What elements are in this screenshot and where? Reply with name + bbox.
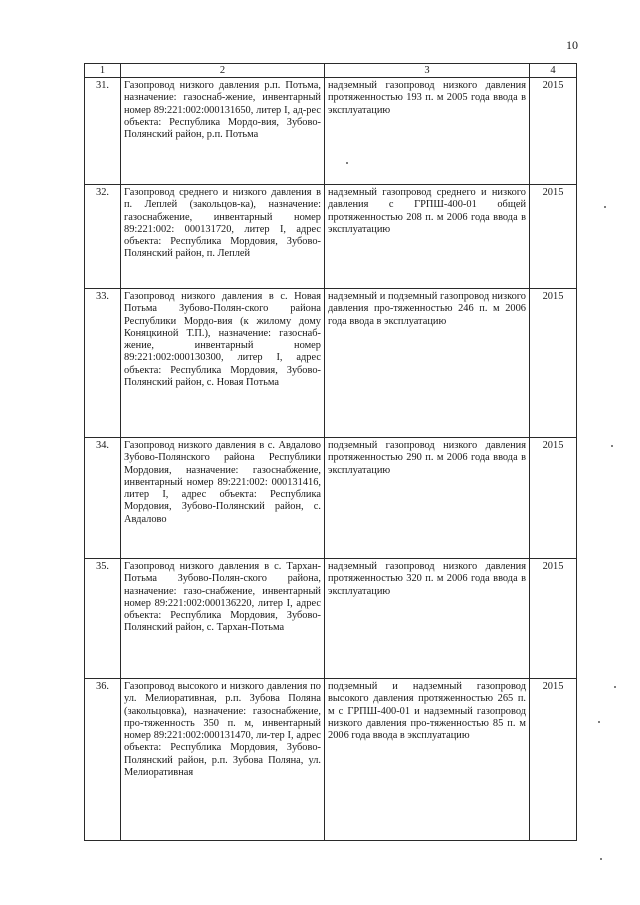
scan-speck [614,686,616,688]
table-row [85,78,577,185]
row-number: 32. [85,185,121,289]
year: 2015 [530,78,577,185]
row-number: 36. [85,679,121,841]
object-details: надземный газопровод среднего и низкого давления с ГРПШ-400-01 общей протяженностью 208 п. м 2006 года ввода в эксплуатацию [325,185,530,289]
scan-speck [604,206,606,208]
scan-speck [346,162,348,164]
row-number: 33. [85,289,121,438]
object-description: Газопровод низкого давления в с. Новая Потьма Зубово-Полян-ского района Республики Мордо-вия (к жилому дому Коняцкиной Т.П.), назначение: газоснаб-жение, инвентарный номер 89:221:002:000130300, литер I, адрес объекта: Республика Мордовия, Зубово-Полянский район, с. Новая Потьма [121,289,325,438]
object-details: надземный газопровод низкого давления протяженностью 320 п. м 2006 года ввода в эксплуатацию [325,559,530,679]
year: 2015 [530,185,577,289]
page-number: 10 [566,38,578,52]
object-details: подземный газопровод низкого давления протяженностью 290 п. м 2006 года ввода в эксплуатацию [325,438,530,559]
object-description: Газопровод низкого давления в с. Авдалово Зубово-Полянского района Республики Мордовия, назначение: газоснабжение, инвентарный номер 89:221:002: 000131416, литер I, адрес объекта: Республика Мордовия, Зубово-Полянский район, с. Авдалово [121,438,325,559]
table-row [85,559,577,679]
scan-speck [600,858,602,860]
object-details: надземный газопровод низкого давления протяженностью 193 п. м 2005 года ввода в эксплуатацию [325,78,530,185]
header-row [85,64,577,78]
row-number: 34. [85,438,121,559]
row-number: 35. [85,559,121,679]
object-description: Газопровод среднего и низкого давления в п. Леплей (закольцов-ка), назначение: газоснабжение, инвентарный номер 89:221:002: 000131720, литер I, адрес объекта: Республика Мордовия, Зубово-Полянский район, п. Леплей [121,185,325,289]
scan-speck [611,445,613,447]
column-header: 4 [530,64,577,78]
table-row [85,679,577,841]
table-row [85,289,577,438]
object-details: подземный и надземный газопровод высокого давления протяженностью 265 п. м с ГРПШ-400-01 и надземный газопровод низкого давления про-тяженностью 85 п. м 2006 года ввода в эксплуатацию [325,679,530,841]
object-description: Газопровод низкого давления р.п. Потьма, назначение: газоснаб-жение, инвентарный номер 89:221:002:000131650, литер I, ад-рес объекта: Республика Мордо-вия, Зубово-Полянский район, р.п. Потьма [121,78,325,185]
scan-speck [598,721,600,723]
table-row [85,438,577,559]
object-details: надземный и подземный газопровод низкого давления про-тяженностью 246 п. м 2006 года ввода в эксплуатацию [325,289,530,438]
year: 2015 [530,289,577,438]
year: 2015 [530,679,577,841]
table-row [85,185,577,289]
column-header: 2 [121,64,325,78]
property-table [84,63,577,841]
object-description: Газопровод высокого и низкого давления по ул. Мелиоративная, р.п. Зубова Поляна (закольцовка), назначение: газоснабжение, про-тяженность 350 п. м, инвентарный номер 89:221:002:000131470, ли-тер I, адрес объекта: Республика Мордовия, Зубово-Полянский район, р.п. Зубова Поляна, ул. Мелиоративная [121,679,325,841]
year: 2015 [530,559,577,679]
column-header: 1 [85,64,121,78]
object-description: Газопровод низкого давления в с. Тархан-Потьма Зубово-Полян-ского района, назначение: газо-снабжение, инвентарный номер 89:221:002:000136220, литер I, адрес объекта: Республика Мордовия, Зубово-Полянский район, с. Тархан-Потьма [121,559,325,679]
row-number: 31. [85,78,121,185]
year: 2015 [530,438,577,559]
column-header: 3 [325,64,530,78]
